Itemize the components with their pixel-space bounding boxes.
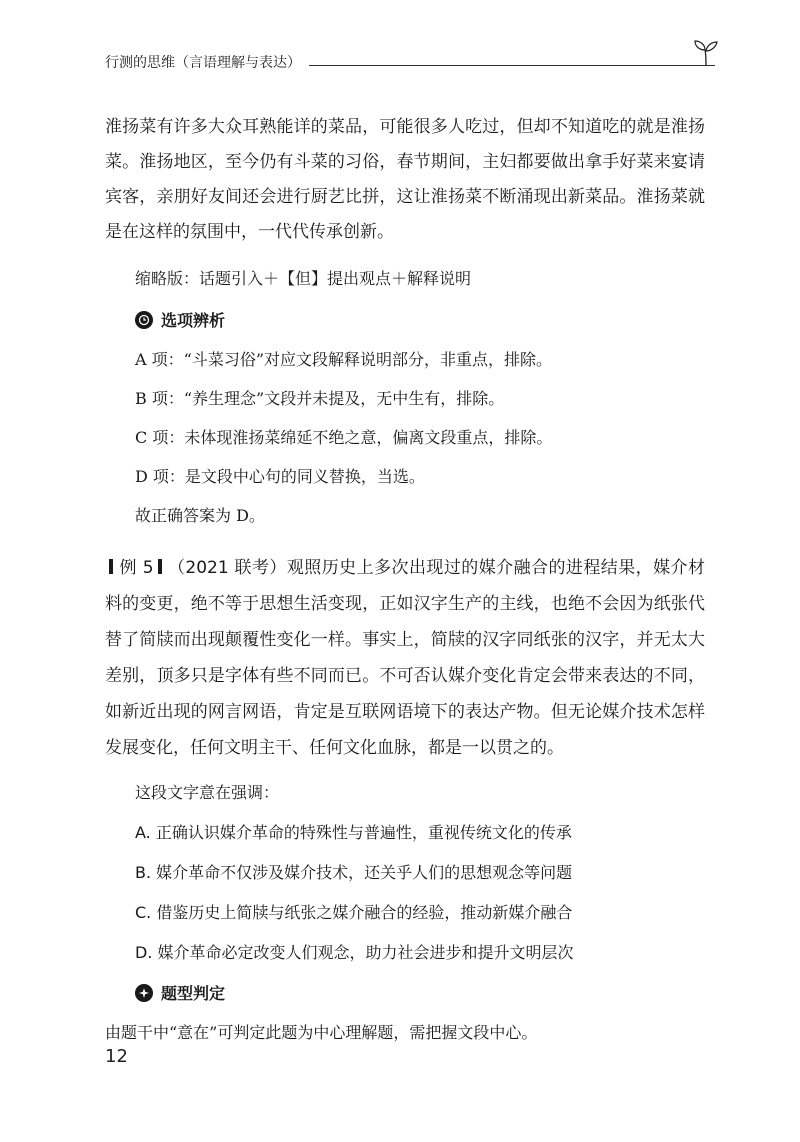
intro-paragraph: 淮扬菜有许多大众耳熟能详的菜品，可能很多人吃过，但却不知道吃的就是淮扬菜。淮扬地区，至今仍有斗菜的习俗，春节期间，主妇都要做出拿手好菜来宴请宾客，亲朋好友间还会进行厨艺比拼，这让淮扬菜不断涌现出新菜品。淮扬菜就是在这样的氛围中，一代代传承创新。 <box>105 117 705 242</box>
type-judgment-heading <box>105 981 705 1004</box>
page-number: 12 <box>105 1046 128 1067</box>
choice-a: A. 正确认识媒介革命的特殊性与普遍性，重视传统文化的传承 <box>135 823 572 842</box>
type-judgment-text: 由题干中“意在”可判定此题为中心理解题，需把握文段中心。 <box>105 1023 538 1042</box>
analysis-option-a: A 项：“斗菜习俗”对应文段解释说明部分，非重点，排除。 <box>135 350 553 369</box>
choice-c: C. 借鉴历史上简牍与纸张之媒介融合的经验，推动新媒介融合 <box>135 903 573 922</box>
analysis-option-c: C 项：未体现淮扬菜绵延不绝之意，偏离文段重点，排除。 <box>135 428 553 447</box>
example-bar-right <box>158 559 162 574</box>
choice-d: D. 媒介革命必定改变人们观念，助力社会进步和提升文明层次 <box>135 943 574 962</box>
analysis-heading <box>105 308 705 331</box>
type-judgment-heading-text: 题型判定 <box>161 984 226 1003</box>
example-body: （2021 联考）观照历史上多次出现过的媒介融合的进程结果，媒介材料的变更，绝不等于思想生活变现，正如汉字生产的主线，也绝不会因为纸张代替了简牍而出现颠覆性变化一样。事实上，简牍的汉字同纸张的汉字，并无太大差别，顶多只是字体有些不同而已。不可否认媒介变化肯定会带来表达的不同，如新近出现的网言网语，肯定是互联网语境下的表达产物。但无论媒介技术怎样发展变化，任何文明主干、任何文化血脉，都是一以贯之的。 <box>105 558 705 758</box>
summary-line: 缩略版：话题引入＋【但】提出观点＋解释说明 <box>135 269 472 288</box>
example-question: 这段文字意在强调： <box>135 783 280 802</box>
clock-circle-icon <box>135 311 153 329</box>
sprout-icon <box>691 38 721 68</box>
compass-circle-icon <box>135 984 153 1002</box>
choice-b: B. 媒介革命不仅涉及媒介技术，还关乎人们的思想观念等问题 <box>135 863 573 882</box>
analysis-option-b: B 项：“养生理念”文段并未提及，无中生有，排除。 <box>135 389 505 408</box>
running-header <box>105 46 715 78</box>
analysis-heading-text: 选项辨析 <box>161 311 226 330</box>
page-content <box>105 110 705 1043</box>
header-title: 行测的思维（言语理解与表达） <box>105 55 301 71</box>
example-label: 例 5 <box>119 558 154 578</box>
example-paragraph <box>105 550 705 766</box>
analysis-option-d: D 项：是文段中心句的同义替换，当选。 <box>135 467 425 486</box>
example-bar-left <box>109 559 113 574</box>
header-rule <box>309 65 715 66</box>
answer-line: 故正确答案为 D。 <box>135 506 265 525</box>
